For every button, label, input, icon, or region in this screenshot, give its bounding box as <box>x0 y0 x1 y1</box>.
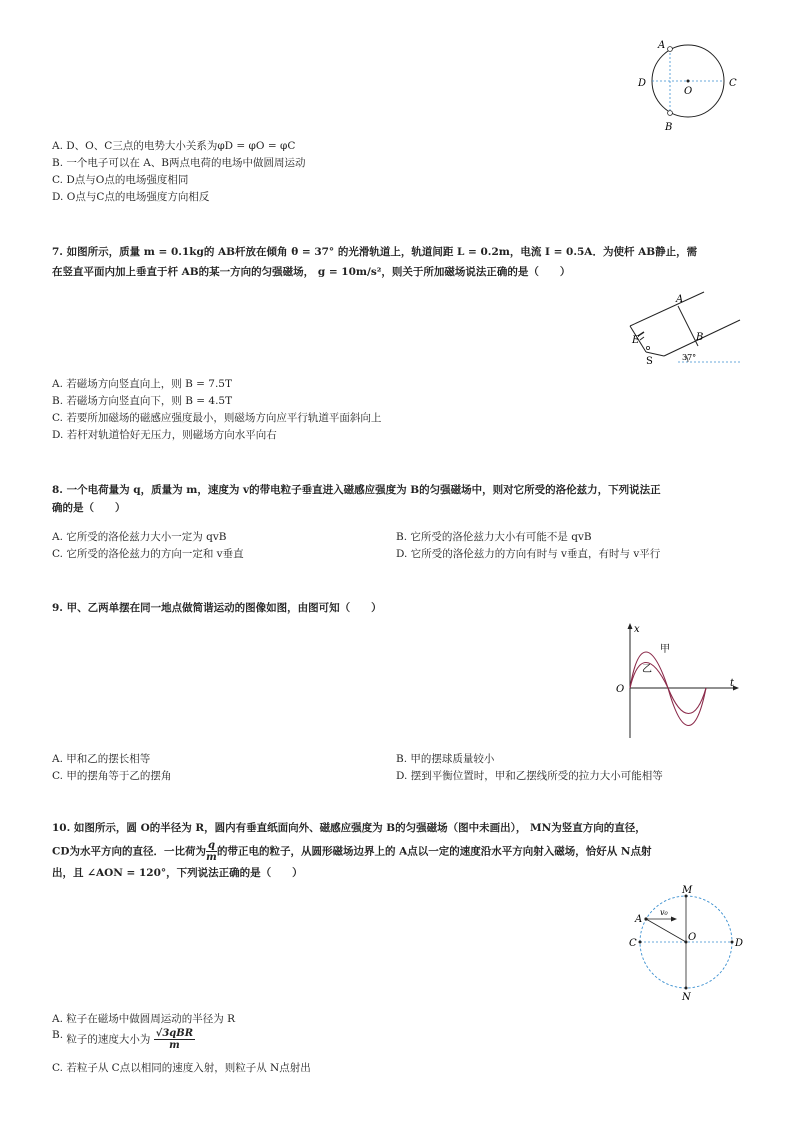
q6-label-o: O <box>684 86 693 97</box>
q10-stem-line2 <box>52 840 652 863</box>
q10-figure <box>624 884 748 1004</box>
q7-stem-line2: 在竖直平面内加上垂直于杆 AB的某一方向的匀强磁场， g = 10m/s²，则关于所加磁场说法正确的是（ ） <box>52 266 571 278</box>
q9-stem-line1: 9. 甲、乙两单摆在同一地点做简谐运动的图像如图，由图可知（ ） <box>52 602 382 614</box>
q6-label-b: B <box>665 122 673 133</box>
q6-option-b[interactable]: B. 一个电子可以在 A、B两点电荷的电场中做圆周运动 <box>52 157 306 169</box>
q6-figure <box>636 36 746 136</box>
q10-label-c: C <box>629 938 637 949</box>
q10-option-c[interactable]: C. 若粒子从 C点以相同的速度入射，则粒子从 N点射出 <box>52 1062 311 1074</box>
q9-label-jia: 甲 <box>660 644 670 655</box>
q7-label-s: S <box>646 356 653 367</box>
q10-stem-line2-b: 的带正电的粒子，从圆形磁场边界上的 A点以一定的速度沿水平方向射入磁场，恰好从 N点射 <box>216 845 652 858</box>
q10-stem-line3: 出，且 ∠AON = 120°，下列说法正确的是（ ） <box>52 867 303 879</box>
q9-option-c[interactable]: C. 甲的摆角等于乙的摆角 <box>52 770 172 782</box>
q7-option-a[interactable]: A. 若磁场方向竖直向上，则 B = 7.5T <box>52 378 232 390</box>
q10-option-b-fraction: $\frac{\text{√3qBR}}{m}$ <box>155 1028 194 1051</box>
q10-label-a: A <box>635 914 643 925</box>
q7-option-d[interactable]: D. 若杆对轨道恰好无压力，则磁场方向水平向右 <box>52 429 277 441</box>
q9-label-o: O <box>616 684 625 695</box>
q9-label-yi: 乙 <box>642 664 652 675</box>
q6-option-a[interactable]: A. D、O、C三点的电势大小关系为φD = φO = φC <box>52 140 296 152</box>
q10-stem-line2-a: CD为水平方向的直径．一比荷为 <box>52 845 206 858</box>
q8-option-b[interactable]: B. 它所受的洛伦兹力大小有可能不是 qvB <box>396 531 592 543</box>
q7-option-b[interactable]: B. 若磁场方向竖直向下，则 B = 4.5T <box>52 395 233 407</box>
q9-label-t: t <box>730 678 735 689</box>
q6-option-d[interactable]: D. O点与C点的电场强度方向相反 <box>52 191 210 203</box>
q8-option-c[interactable]: C. 它所受的洛伦兹力的方向一定和 v垂直 <box>52 548 244 560</box>
q8-option-a[interactable]: A. 它所受的洛伦兹力大小一定为 qvB <box>52 531 227 543</box>
q7-label-a: A <box>676 294 684 305</box>
q10-label-m: M <box>682 885 693 896</box>
q7-label-angle: 37° <box>682 353 697 362</box>
q10-label-v0: v₀ <box>660 908 668 917</box>
q8-option-d[interactable]: D. 它所受的洛伦兹力的方向有时与 v垂直，有时与 v平行 <box>396 548 661 560</box>
q9-option-a[interactable]: A. 甲和乙的摆长相等 <box>52 753 151 765</box>
q10-option-b-letter: B. <box>52 1029 64 1041</box>
q7-stem-line1: 7. 如图所示，质量 m = 0.1kg的 AB杆放在倾角 θ = 37° 的光滑轨道上，轨道间距 L = 0.2m，电流 I = 0.5A．为使杆 AB静止，需 <box>52 246 698 258</box>
q10-label-n: N <box>682 992 691 1003</box>
q10-fraction-q-over-m: $\frac{q}{m}$ <box>206 840 217 863</box>
q7-label-b: B <box>696 332 704 343</box>
q8-stem-line1: 8. 一个电荷量为 q，质量为 m，速度为 v的带电粒子垂直进入磁感应强度为 B的匀强磁场中，则对它所受的洛伦兹力，下列说法正 <box>52 484 661 496</box>
q10-stem-line1: 10. 如图所示，圆 O的半径为 R，圆内有垂直纸面向外、磁感应强度为 B的匀强磁场（图中未画出）， MN为竖直方向的直径， <box>52 822 646 834</box>
q10-option-b-text: 粒子的速度大小为 <box>66 1033 151 1046</box>
q10-label-o: O <box>688 932 697 943</box>
q10-option-b[interactable] <box>52 1028 195 1058</box>
q10-option-a[interactable]: A. 粒子在磁场中做圆周运动的半径为 R <box>52 1013 236 1025</box>
q6-label-c: C <box>729 78 737 89</box>
q7-figure <box>626 288 746 368</box>
q9-figure <box>612 620 742 742</box>
q9-option-d[interactable]: D. 摆到平衡位置时，甲和乙摆线所受的拉力大小可能相等 <box>396 770 663 782</box>
q9-option-b[interactable]: B. 甲的摆球质量较小 <box>396 753 495 765</box>
q9-label-x: x <box>634 624 640 635</box>
q10-label-d: D <box>735 938 744 949</box>
q6-label-a: A <box>658 40 666 51</box>
q8-stem-line2: 确的是（ ） <box>52 502 126 514</box>
q7-label-e: E <box>632 335 640 346</box>
q7-option-c[interactable]: C. 若要所加磁场的磁感应强度最小，则磁场方向应平行轨道平面斜向上 <box>52 412 382 424</box>
q6-option-c[interactable]: C. D点与O点的电场强度相同 <box>52 174 189 186</box>
q6-label-d: D <box>638 78 647 89</box>
